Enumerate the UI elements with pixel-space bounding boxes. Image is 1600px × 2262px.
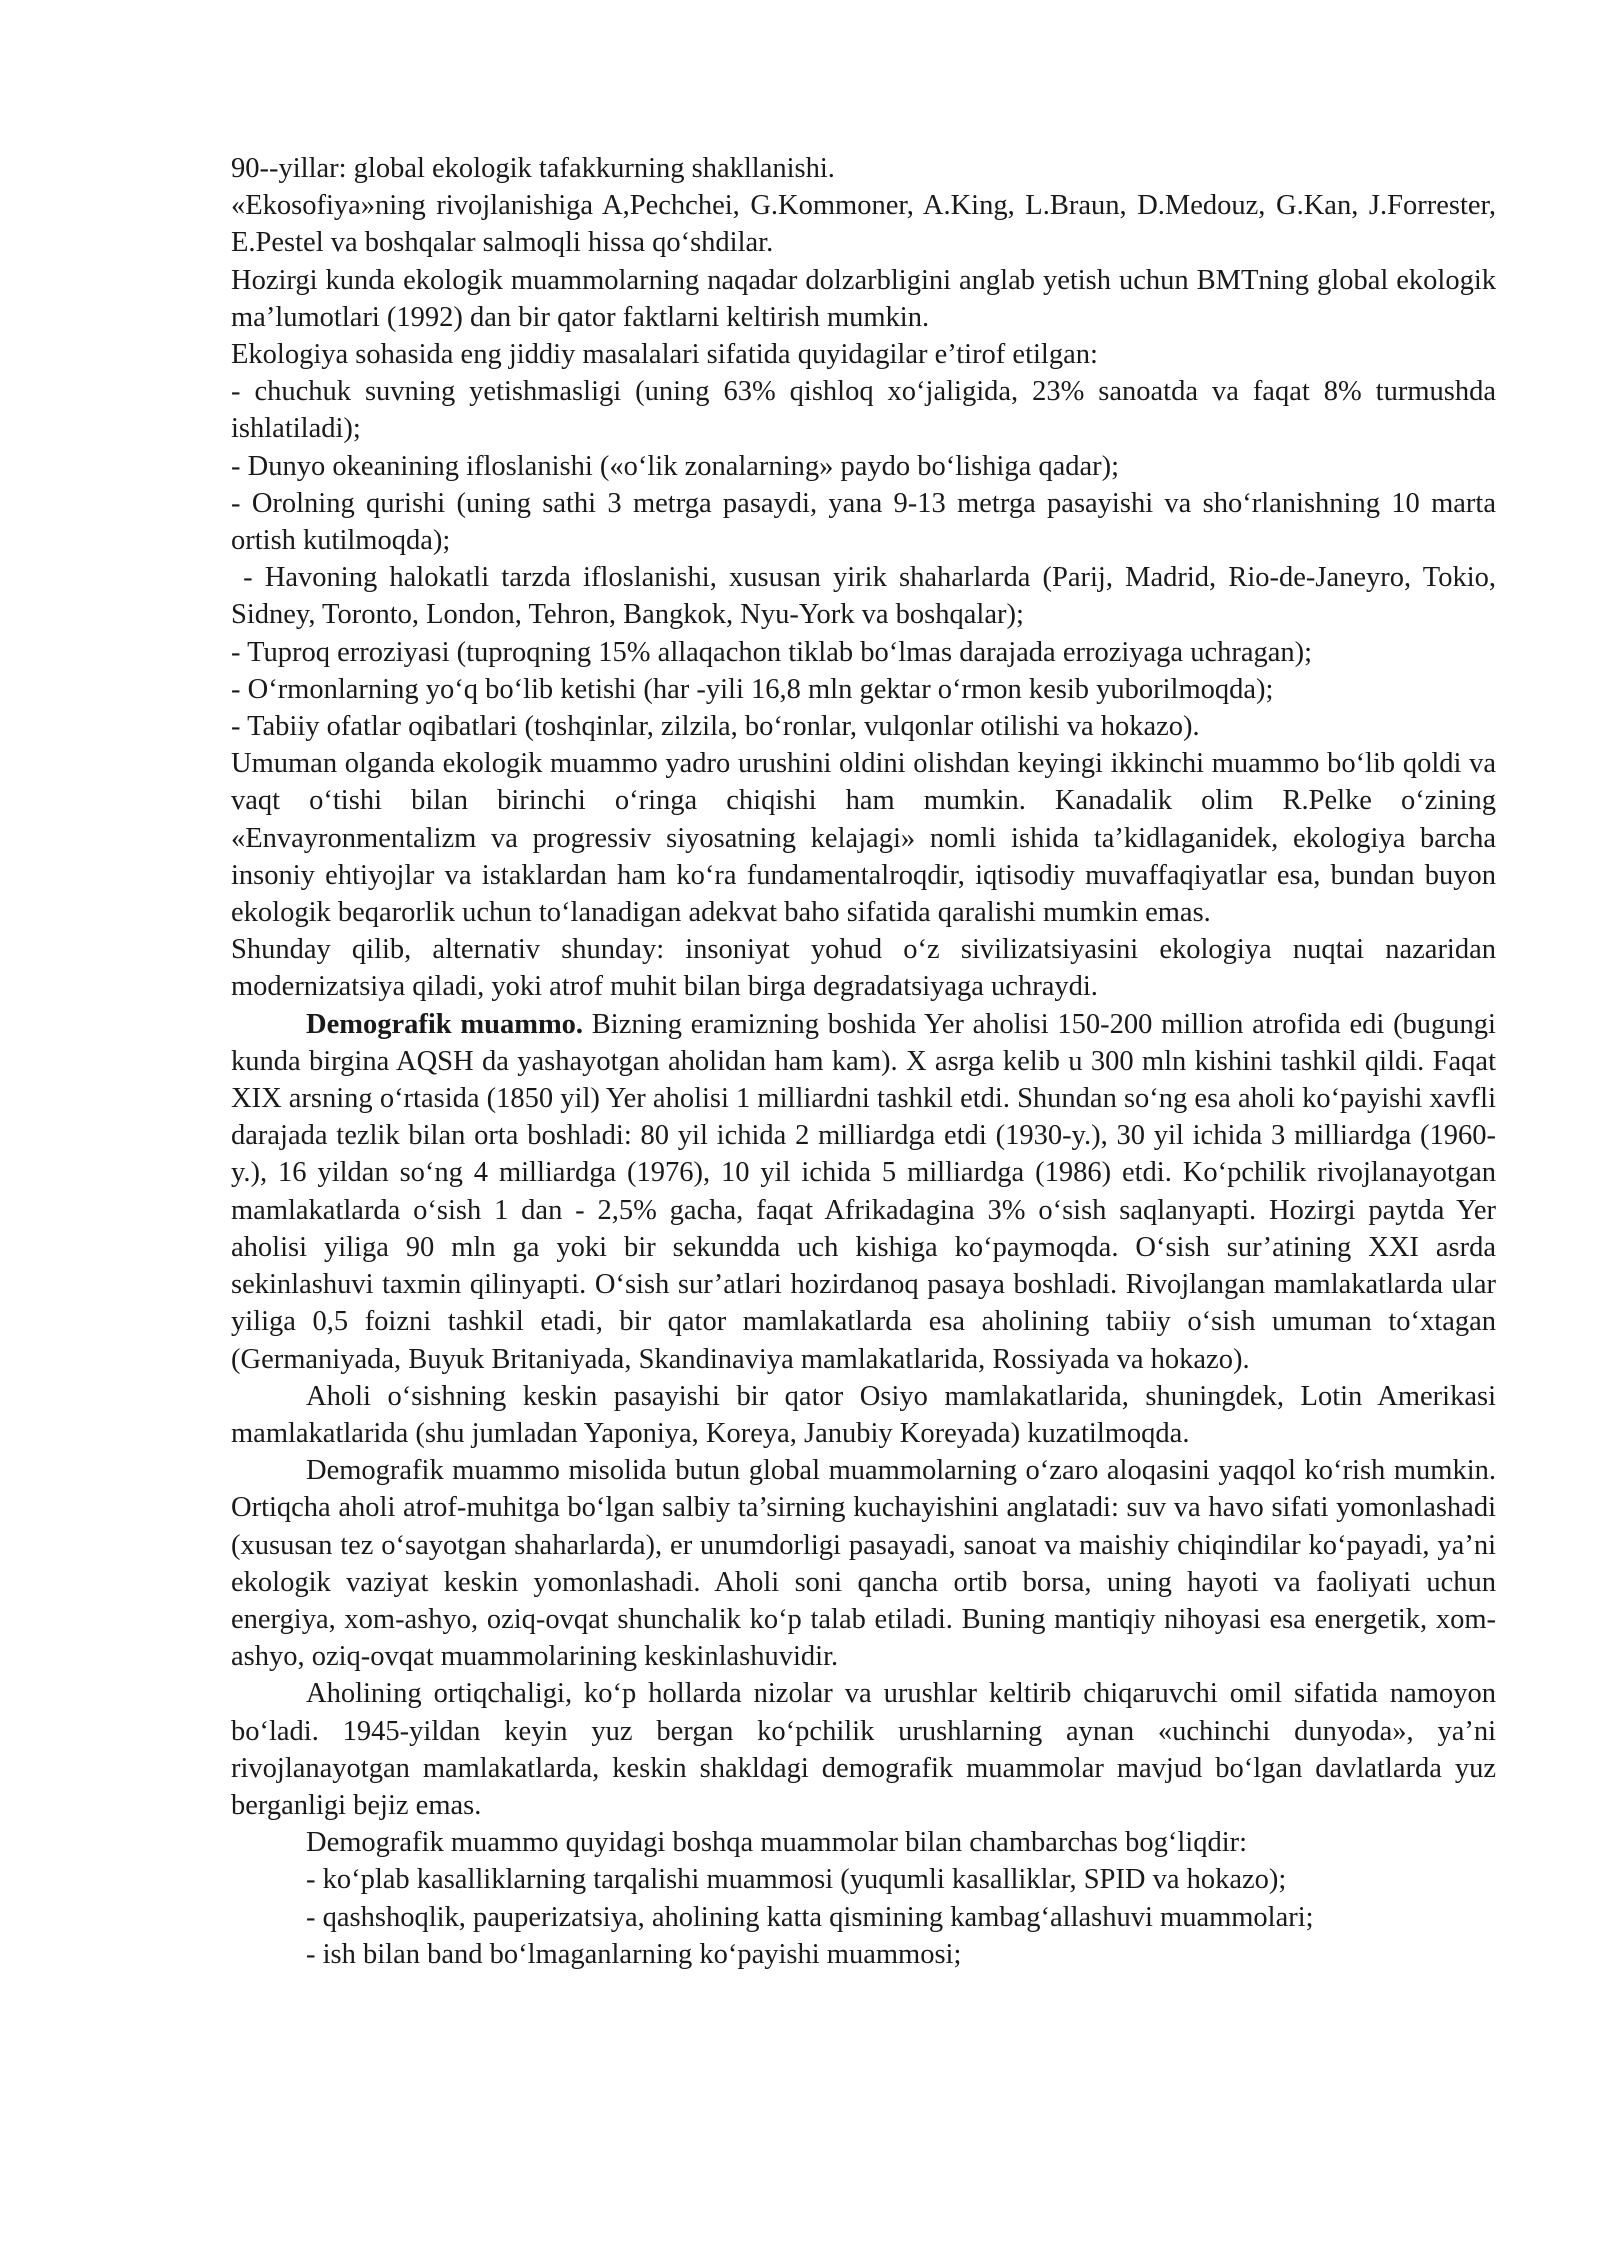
paragraph-alternative: Shunday qilib, alternativ shunday: insoniyat yohud o‘z sivilizatsiyasini ekologiya nuqtai nazaridan modernizatsiya qiladi, yoki atrof muhit bilan birga degradatsiyaga uchraydi. [231,934,1496,1003]
list-item-deforestation: - O‘rmonlarning yo‘q bo‘lib ketishi (har -yili 16,8 mln gektar o‘rmon kesib yuborilmoqda); [231,673,1274,705]
paragraph-related-problems-intro: Demografik muammo quyidagi boshqa muammolar bilan chambarchas bog‘liqdir: [306,1827,1248,1859]
list-item-soil-erosion: - Tuproq erroziyasi (tuproqning 15% allaqachon tiklab bo‘lmas darajada erroziyaga uchragan); [231,636,1313,668]
paragraph-population-decline: Aholi o‘sishning keskin pasayishi bir qator Osiyo mamlakatlarida, shuningdek, Lotin Amerikasi mamlakatlarida (shu jumladan Yaponiya, Koreya, Janubiy Koreyada) kuzatilmoqda. [231,1380,1496,1449]
section-heading-demographic: Demografik muammo. [306,1008,584,1040]
list-item-fresh-water: - chuchuk suvning yetishmasligi (uning 63% qishloq xo‘jaligida, 23% sanoatda va faqat 8% turmushda ishlatiladi); [231,376,1496,445]
list-item-unemployment: - ish bilan band bo‘lmaganlarning ko‘payishi muammosi; [306,1938,962,1970]
paragraph-ecology-issues-intro: Ekologiya sohasida eng jiddiy masalalari sifatida quyidagilar e’tirof etilgan: [231,339,1098,371]
document-page [231,150,1504,1973]
paragraph-global-interconnection: Demografik muammo misolida butun global muammolarning o‘zaro aloqasini yaqqol ko‘rish mumkin. Ortiqcha aholi atrof-muhitga bo‘lgan salbiy ta’sirning kuchayishini anglatadi: suv va havo sifati yomonlashadi (xususan tez o‘sayotgan shaharlarda), er unumdorligi pasayadi, sanoat va maishiy chiqindilar ko‘payadi, ya’ni ekologik vaziyat keskin yomonlashadi. Aholi soni qancha ortib borsa, uning hayoti va faoliyati uchun energiya, xom-ashyo, oziq-ovqat shunchalik ko‘p talab etiladi. Buning mantiqiy nihoyasi esa energetik, xom-ashyo, oziq-ovqat muammolarining keskinlashuvidir. [231,1455,1496,1673]
list-item-natural-disasters: - Tabiiy ofatlar oqibatlari (toshqinlar, zilzila, bo‘ronlar, vulqonlar otilishi va hokazo). [231,711,1200,743]
paragraph-overpopulation-conflicts: Aholining ortiqchaligi, ko‘p hollarda nizolar va urushlar keltirib chiqaruvchi omil sifatida namoyon bo‘ladi. 1945-yildan keyin yuz bergan ko‘pchilik urushlarning aynan «uchinchi dunyoda», ya’ni rivojlanayotgan mamlakatlarda, keskin shakldagi demografik muammolar mavjud bo‘lgan davlatlarda yuz berganligi bejiz emas. [231,1678,1496,1821]
paragraph-ecosophy: «Ekosofiya»ning rivojlanishiga A,Pechchei, G.Kommoner, A.King, L.Braun, D.Medouz, G.Kan, J.Forrester, E.Pestel va boshqalar salmoqli hissa qo‘shdilar. [231,190,1496,259]
paragraph-un-data: Hozirgi kunda ekologik muammolarning naqadar dolzarbligini anglab yetish uchun BMTning global ekologik ma’lumotlari (1992) dan bir qator faktlarni keltirish mumkin. [231,264,1496,333]
list-item-air-pollution: - Havoning halokatli tarzda ifloslanishi, xususan yirik shaharlarda (Parij, Madrid, Rio-de-Janeyro, Tokio, Sidney, Toronto, London, Tehron, Bangkok, Nyu-York va boshqalar); [231,562,1504,631]
list-item-ocean-pollution: - Dunyo okeanining ifloslanishi («o‘lik zonalarning» paydo bo‘lishiga qadar); [231,450,1120,482]
list-item-diseases: - ko‘plab kasalliklarning tarqalishi muammosi (yuqumli kasalliklar, SPID va hokazo); [306,1864,1287,1896]
paragraph-demographic-problem [231,1006,1496,1378]
list-item-poverty: - qashshoqlik, pauperizatsiya, aholining katta qismining kambag‘allashuvi muammolari; [306,1901,1314,1933]
demographic-text: Bizning eramizning boshida Yer aholisi 150-200 million atrofida edi (bugungi kunda birgina AQSH da yashayotgan aholidan ham kam). X asrga kelib u 300 mln kishini tashkil qildi. Faqat XIX arsning o‘rtasida (1850 yil) Yer aholisi 1 milliardni tashkil etdi. Shundan so‘ng esa aholi ko‘payishi xavfli darajada tezlik bilan orta boshladi: 80 yil ichida 2 milliardga etdi (1930-y.), 30 yil ichida 3 milliardga (1960-y.), 16 yildan so‘ng 4 milliardga (1976), 10 yil ichida 5 milliardga (1986) etdi. Ko‘pchilik rivojlanayotgan mamlakatlarda o‘sish 1 dan - 2,5% gacha, faqat Afrikadagina 3% o‘sish saqlanyapti. Hozirgi paytda Yer aholisi yiliga 90 mln ga yoki bir sekundda uch kishiga ko‘paymoqda. O‘sish sur’atining XXI asrda sekinlashuvi taxmin qilinyapti. O‘sish sur’atlari hozirdanoq pasaya boshladi. Rivojlangan mamlakatlarda ular yiliga 0,5 foizni tashkil etadi, bir qator mamlakatlarda esa aholining tabiiy o‘sish umuman to‘xtagan (Germaniyada, Buyuk Britaniyada, Skandinaviya mamlakatlarida, Rossiyada va hokazo). [231,1008,1496,1375]
paragraph-ecological-problem: Umuman olganda ekologik muammo yadro urushini oldini olishdan keyingi ikkinchi muammo bo‘lib qoldi va vaqt o‘tishi bilan birinchi o‘ringa chiqishi ham mumkin. Kanadalik olim R.Pelke o‘zining «Envayronmentalizm va progressiv siyosatning kelajagi» nomli ishida ta’kidlaganidek, ekologiya barcha insoniy ehtiyojlar va istaklardan ham ko‘ra fundamentalroqdir, iqtisodiy muvaffaqiyatlar esa, bundan buyon ekologik beqarorlik uchun to‘lanadigan adekvat baho sifatida qaralishi mumkin emas. [231,748,1496,929]
paragraph-90s: 90--yillar: global ekologik tafakkurning shakllanishi. [231,153,835,184]
list-item-aral-sea: - Orolning qurishi (uning sathi 3 metrga pasaydi, yana 9-13 metrga pasayishi va sho‘rlanishning 10 marta ortish kutilmoqda); [231,487,1496,557]
